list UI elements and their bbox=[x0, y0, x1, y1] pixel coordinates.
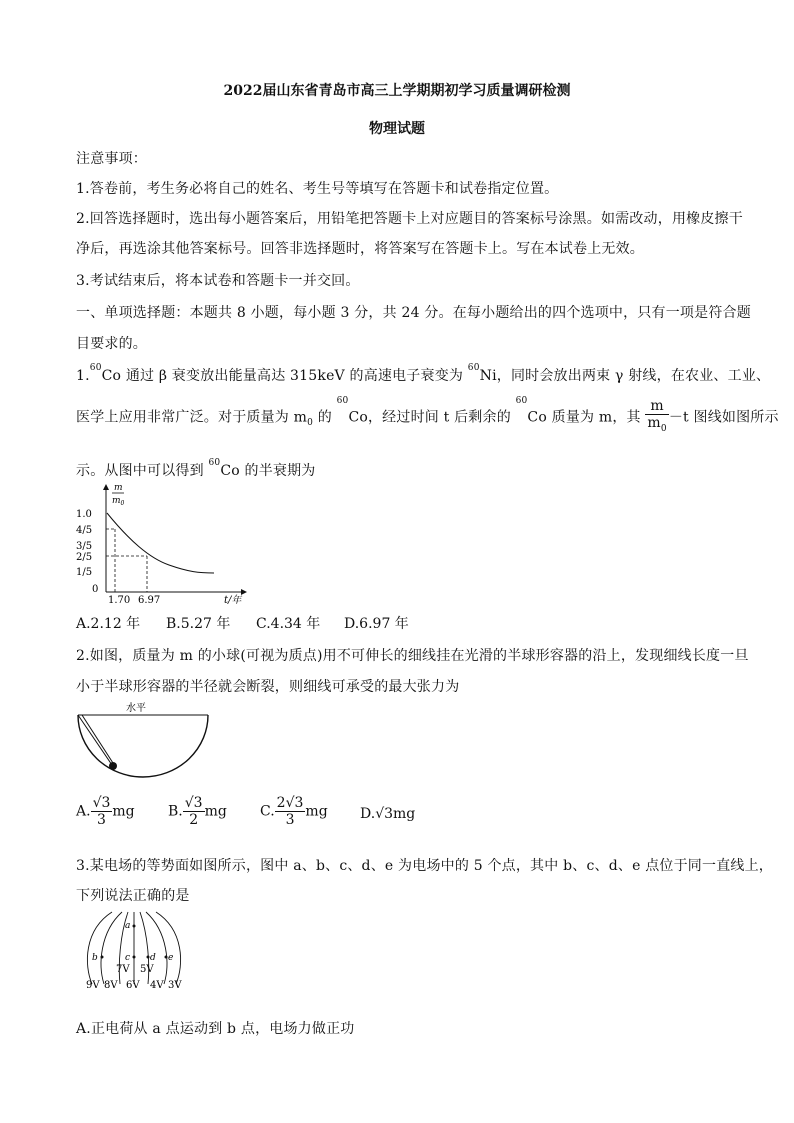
decay-curve bbox=[107, 513, 214, 573]
paper-title: 2022届山东省青岛市高三上学期期初学习质量调研检测 bbox=[223, 83, 571, 99]
q3-line-1: 3.某电场的等势面如图所示，图中 a、b、c、d、e 为电场中的 5 个点，其中 b、c、d、e 点位于同一直线上， bbox=[76, 858, 774, 874]
q1-option-b: B.5.27 年 bbox=[166, 616, 231, 632]
point-d bbox=[147, 956, 150, 959]
q2-option-a: A. $\frac{√3}{3}$ mg bbox=[76, 795, 135, 828]
hemisphere-figure bbox=[74, 700, 214, 780]
notice-heading: 注意事项： bbox=[76, 151, 147, 167]
potential-7v: 7V bbox=[116, 964, 130, 975]
graph-ytick-2: 4/5 bbox=[76, 525, 93, 536]
q1-number: 1. bbox=[76, 368, 90, 384]
q1-line-3: 示。从图中可以得到 $^{60}$Co 的半衰期为 bbox=[76, 458, 316, 479]
point-a-label: a bbox=[125, 921, 131, 931]
q3-option-a: A.正电荷从 a 点运动到 b 点，电场力做正功 bbox=[76, 1021, 355, 1037]
q2-line-1: 2.如图，质量为 m 的小球(可视为质点)用不可伸长的细线挂在光滑的半球形容器的沿上，发现细线长度一旦 bbox=[76, 648, 749, 664]
point-e-label: e bbox=[168, 953, 174, 963]
graph-ylabel-num: m bbox=[114, 483, 123, 493]
potential-5v: 5V bbox=[140, 964, 154, 975]
q1-option-d: D.6.97 年 bbox=[344, 616, 409, 632]
q2-option-d: D.√3mg bbox=[360, 806, 416, 822]
graph-ytick-3: 3/5 bbox=[76, 541, 93, 552]
string-line-2 bbox=[82, 715, 113, 763]
notice-item-2-line-2: 净后，再选涂其他答案标号。回答非选择题时，将答案写在答题卡上。写在本试卷上无效。 bbox=[76, 241, 644, 257]
graph-xtick-2: 6.97 bbox=[138, 595, 161, 605]
point-b-label: b bbox=[92, 953, 98, 963]
paper-subtitle: 物理试题 bbox=[369, 121, 425, 137]
graph-ytick-4: 2/5 bbox=[76, 552, 93, 563]
section-heading-line-2: 目要求的。 bbox=[76, 336, 147, 352]
ball bbox=[109, 762, 117, 770]
equipotential-figure bbox=[82, 910, 192, 995]
point-c-label: c bbox=[125, 953, 131, 963]
notice-item-1: 1.答卷前，考生务必将自己的姓名、考生号等填写在答题卡和试卷指定位置。 bbox=[76, 181, 559, 197]
graph-xtick-1: 1.70 bbox=[108, 595, 131, 605]
point-e bbox=[165, 956, 168, 959]
potential-9v: 9V bbox=[86, 980, 100, 991]
q2-line-2: 小于半球形容器的半径就会断裂，则细线可承受的最大张力为 bbox=[76, 679, 460, 695]
horizontal-label: 水平 bbox=[126, 703, 146, 714]
notice-item-2-line-1: 2.回答选择题时，选出每小题答案后，用铅笔把答题卡上对应题目的答案标号涂黑。如需改动，用橡皮擦干 bbox=[76, 211, 743, 227]
point-b bbox=[101, 956, 104, 959]
q2-option-c: C. $\frac{2√3}{3}$ mg bbox=[260, 795, 328, 828]
equipotential-lines bbox=[87, 912, 180, 984]
potential-8v: 8V bbox=[104, 980, 118, 991]
potential-3v: 3V bbox=[168, 980, 182, 991]
q2-option-b: B. $\frac{√3}{2}$ mg bbox=[168, 795, 227, 828]
q1-option-c: C.4.34 年 bbox=[256, 616, 321, 632]
point-d-label: d bbox=[150, 953, 156, 963]
q1-line-2: 医学上应用非常广泛。对于质量为 $m_0$ 的 $^{60}$Co，经过时间 t 后剩余的 $^{60}$Co 质量为 m，其 $\frac{m}{m_0}$ －t 图线如图所示 bbox=[76, 398, 779, 437]
graph-ytick-1: 1.0 bbox=[76, 509, 92, 520]
decay-graph bbox=[74, 480, 254, 605]
hemisphere-bowl bbox=[78, 715, 208, 777]
graph-ytick-5: 1/5 bbox=[76, 567, 93, 578]
q1-option-a: A.2.12 年 bbox=[76, 616, 141, 632]
section-heading-line-1: 一、单项选择题：本题共 8 小题，每小题 3 分，共 24 分。在每小题给出的四个选项中，只有一项是符合题 bbox=[76, 305, 751, 321]
graph-ylabel-den: $m_0$ bbox=[112, 496, 125, 507]
q1-line-1: 1.60Co 通过 β 衰变放出能量高达 315keV 的高速电子衰变为 $^{60}$Ni，同时会放出两束 γ 射线，在农业、工业、 bbox=[76, 363, 771, 384]
point-c bbox=[133, 956, 136, 959]
notice-item-3: 3.考试结束后，将本试卷和答题卡一并交回。 bbox=[76, 273, 360, 289]
graph-xlabel: t/年 bbox=[224, 595, 242, 605]
potential-4v: 4V bbox=[150, 980, 164, 991]
point-a bbox=[133, 925, 136, 928]
mass-ratio-fraction: $\frac{m}{m_0}$ bbox=[647, 398, 667, 434]
q3-line-2: 下列说法正确的是 bbox=[76, 888, 190, 904]
potential-6v: 6V bbox=[126, 980, 140, 991]
graph-origin: 0 bbox=[92, 584, 99, 595]
